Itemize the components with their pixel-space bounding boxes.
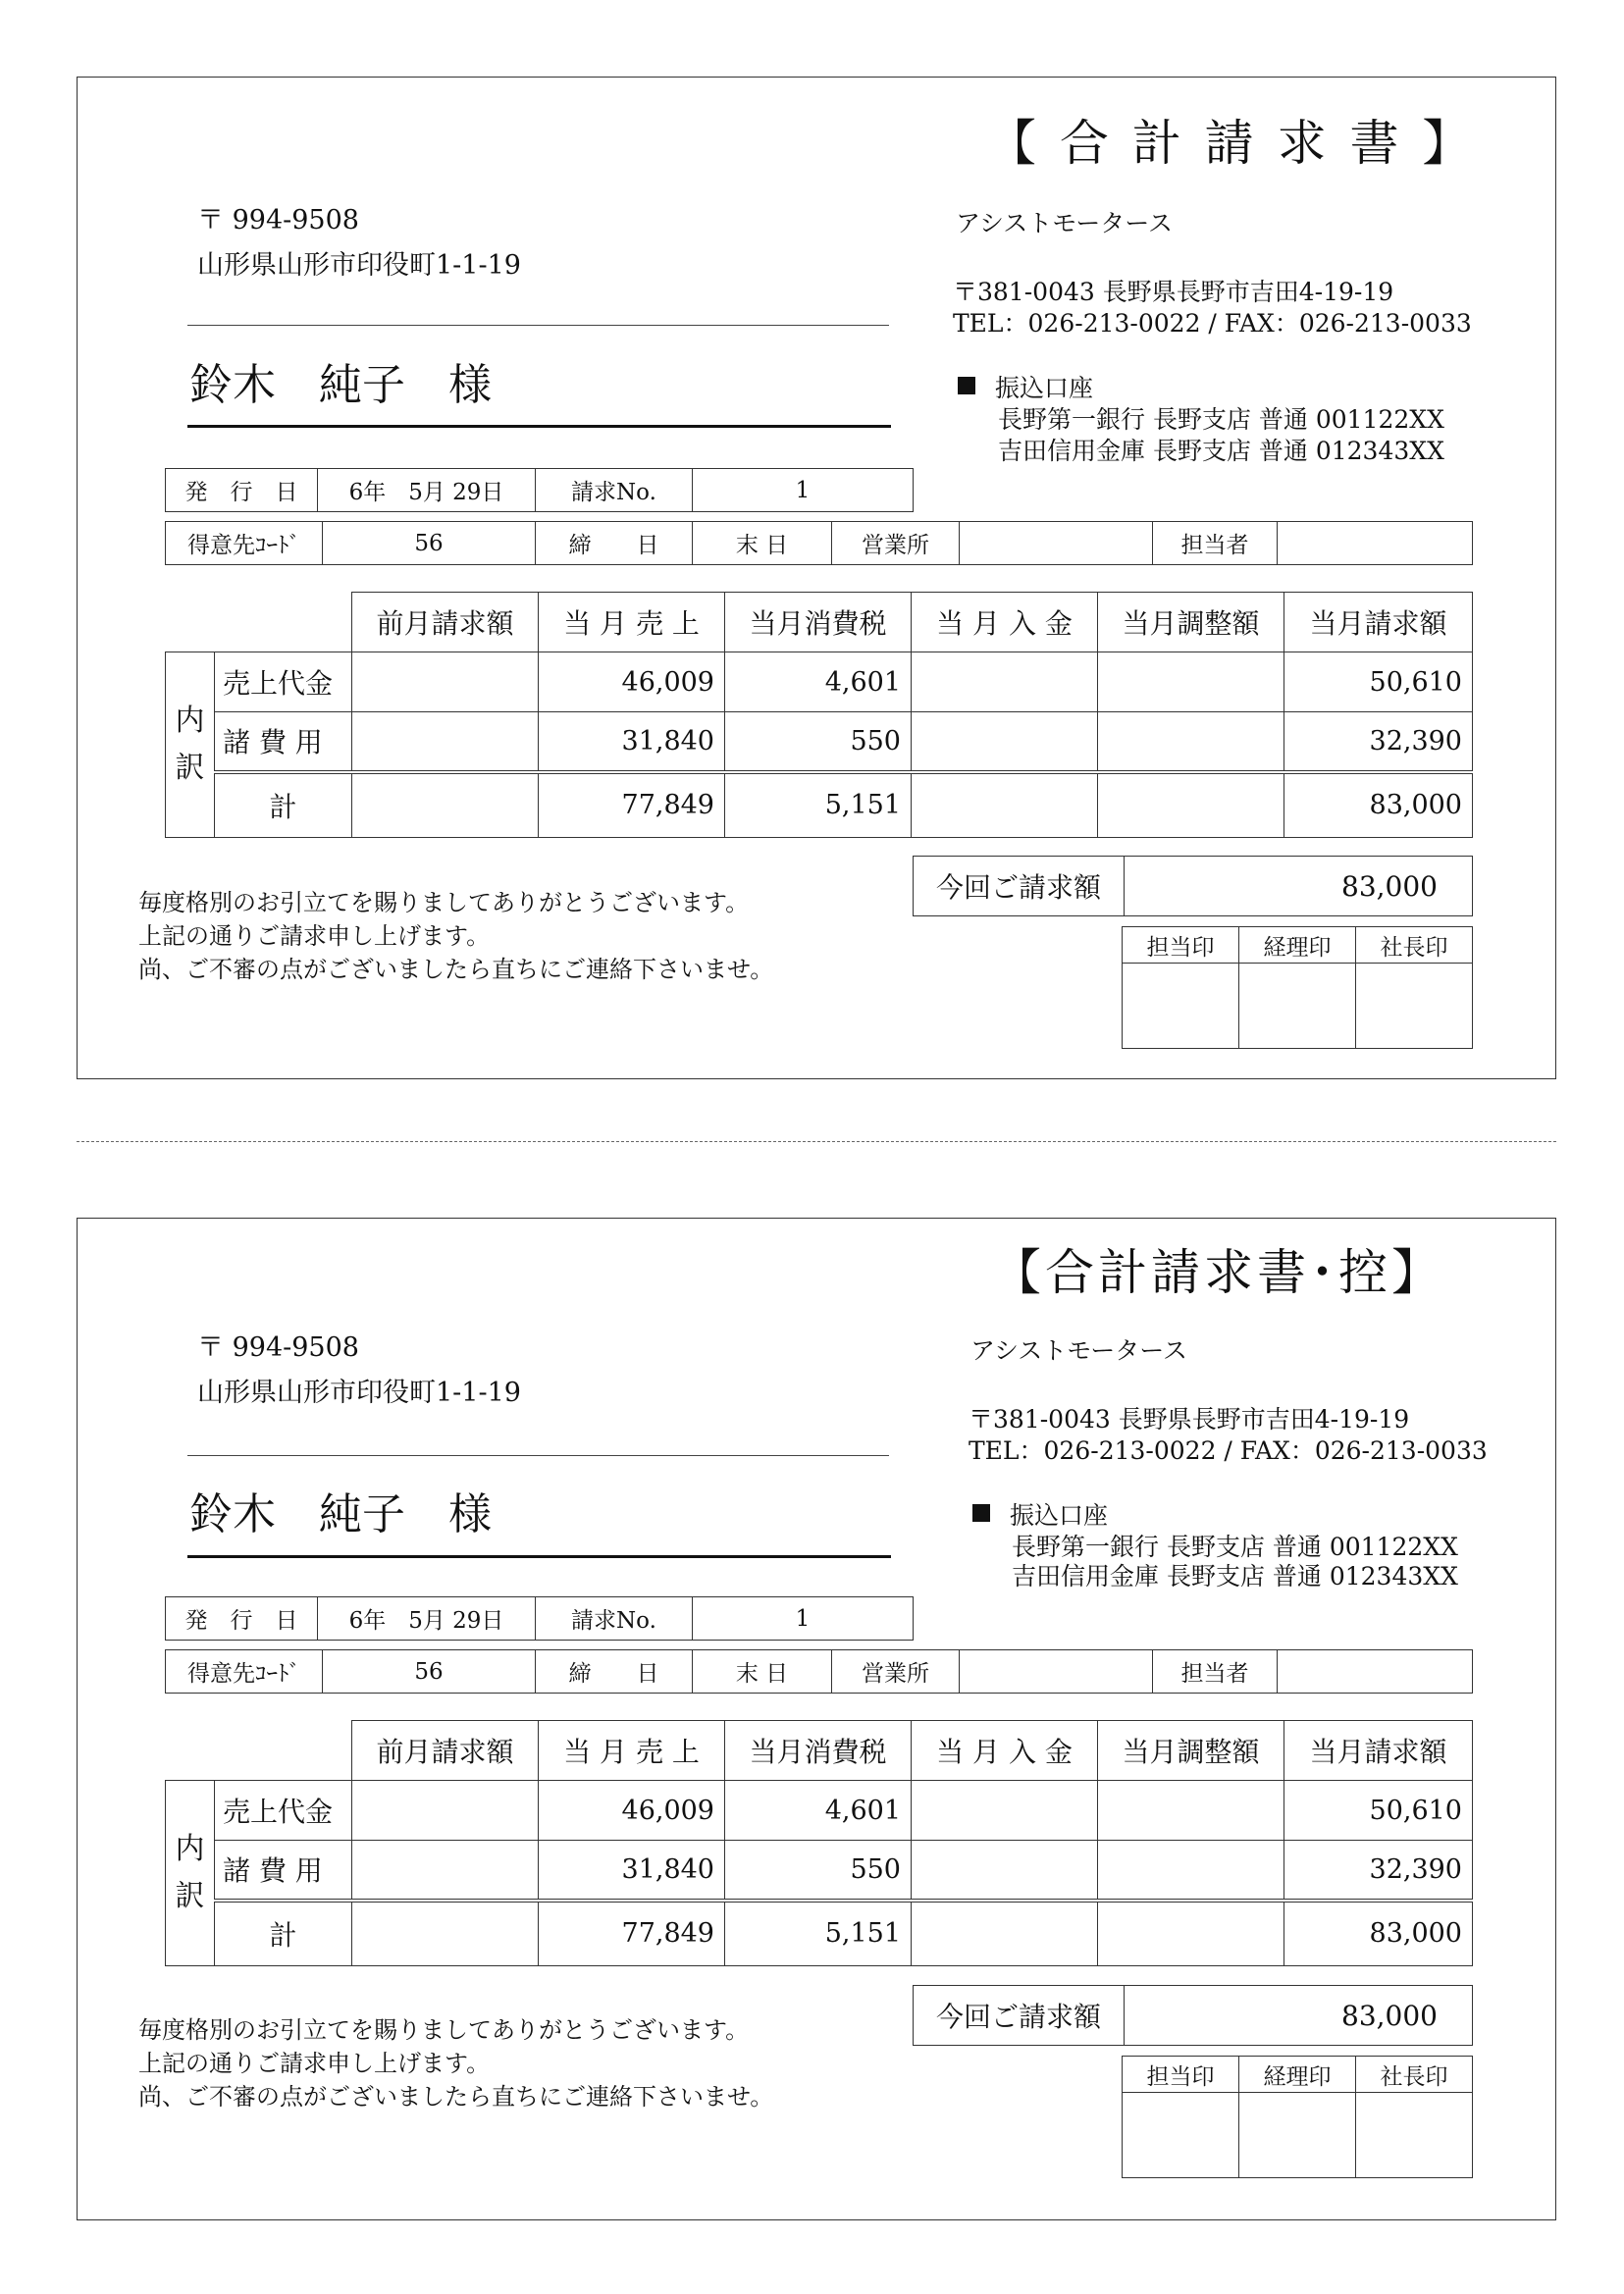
cell — [352, 1841, 539, 1901]
staff-value — [1278, 522, 1473, 565]
square-bullet-icon — [972, 1504, 990, 1522]
cell — [912, 772, 1098, 838]
name-underline — [187, 1555, 891, 1558]
cell — [912, 712, 1098, 772]
column-header: 当月消費税 — [725, 593, 912, 652]
column-header: 当 月 売 上 — [539, 593, 725, 652]
cell: 5,151 — [725, 1901, 912, 1966]
form-title: 【 合 計 請 求 書 】 — [987, 115, 1476, 172]
cell: 550 — [725, 712, 912, 772]
billing-table — [165, 592, 1473, 838]
sender-contact: TEL：026-213-0022 / FAX：026-213-0033 — [953, 309, 1472, 338]
message: 毎度格別のお引立てを賜りましてありがとうございます。 上記の通りご請求申し上げます。 尚、ご不審の点がございましたら直ちにご連絡下さいませ。 — [138, 889, 774, 983]
cell — [1098, 1901, 1284, 1966]
row-label: 諸 費 用 — [215, 712, 352, 772]
total-row — [166, 772, 1473, 838]
address-divider — [187, 1455, 889, 1456]
office-label: 営業所 — [832, 522, 960, 565]
column-header: 当月請求額 — [1284, 593, 1473, 652]
breakdown-label: 内 訳 — [166, 1781, 215, 1966]
recipient-name: 鈴木 純子 様 — [189, 360, 492, 410]
issue-date-label: 発 行 日 — [166, 1597, 318, 1641]
sender-company: アシストモータース — [956, 209, 1174, 237]
cell: 46,009 — [539, 1781, 725, 1841]
cell — [1098, 772, 1284, 838]
issue-date: 6年 5月 29日 — [318, 469, 536, 512]
column-header: 前月請求額 — [352, 593, 539, 652]
recipient-postal: 〒 994-9508 — [197, 1332, 359, 1363]
cell — [1098, 652, 1284, 712]
column-header: 当月調整額 — [1098, 1721, 1284, 1781]
column-header: 当月消費税 — [725, 1721, 912, 1781]
invoice-no-label: 請求No. — [536, 469, 693, 512]
seal-label: 担当印 — [1123, 2057, 1239, 2093]
bank-account: 長野第一銀行 長野支店 普通 001122XX — [998, 405, 1444, 434]
column-header: 当 月 入 金 — [912, 1721, 1098, 1781]
cell: 32,390 — [1284, 712, 1473, 772]
issue-info-table — [165, 468, 914, 512]
cell: 4,601 — [725, 652, 912, 712]
office-label: 営業所 — [832, 1650, 960, 1694]
column-header: 当月調整額 — [1098, 593, 1284, 652]
customer-code-label: 得意先ｺｰﾄﾞ — [166, 522, 323, 565]
message: 毎度格別のお引立てを賜りましてありがとうございます。 上記の通りご請求申し上げます。 尚、ご不審の点がございましたら直ちにご連絡下さいませ。 — [138, 2016, 774, 2111]
seal-box — [1356, 964, 1473, 1049]
total-row — [166, 1901, 1473, 1966]
customer-code-label: 得意先ｺｰﾄﾞ — [166, 1650, 323, 1694]
cell — [912, 652, 1098, 712]
cell: 4,601 — [725, 1781, 912, 1841]
current-billing-amount: 83,000 — [1125, 1986, 1473, 2046]
cell — [912, 1841, 1098, 1901]
staff-label: 担当者 — [1153, 522, 1278, 565]
column-header: 当 月 売 上 — [539, 1721, 725, 1781]
bank-account: 長野第一銀行 長野支店 普通 001122XX — [1012, 1533, 1458, 1561]
closing-value: 末 日 — [693, 1650, 832, 1694]
seal-label: 経理印 — [1239, 2057, 1356, 2093]
seal-label: 社長印 — [1356, 2057, 1473, 2093]
cell: 32,390 — [1284, 1841, 1473, 1901]
bank-heading: 振込口座 — [958, 374, 1093, 403]
issue-info-table — [165, 1596, 914, 1641]
row-label: 売上代金 — [215, 1781, 352, 1841]
seal-label: 担当印 — [1123, 927, 1239, 964]
table-row — [166, 1841, 1473, 1901]
invoice-no: 1 — [693, 1597, 914, 1641]
cell: 5,151 — [725, 772, 912, 838]
cell — [1098, 712, 1284, 772]
cell — [352, 1781, 539, 1841]
table-row — [166, 712, 1473, 772]
cell — [1098, 1841, 1284, 1901]
table-row — [166, 652, 1473, 712]
form-title: 【合計請求書･控】 — [992, 1244, 1444, 1301]
sender-address: 〒381-0043 長野県長野市吉田4-19-19 — [953, 278, 1394, 306]
office-value — [960, 522, 1153, 565]
cell: 31,840 — [539, 1841, 725, 1901]
cell: 83,000 — [1284, 1901, 1473, 1966]
column-header: 当月請求額 — [1284, 1721, 1473, 1781]
cell: 77,849 — [539, 1901, 725, 1966]
seal-label: 経理印 — [1239, 927, 1356, 964]
issue-date: 6年 5月 29日 — [318, 1597, 536, 1641]
current-billing-label: 今回ご請求額 — [914, 1986, 1125, 2046]
staff-label: 担当者 — [1153, 1650, 1278, 1694]
issue-date-label: 発 行 日 — [166, 469, 318, 512]
row-label: 売上代金 — [215, 652, 352, 712]
billing-table — [165, 1720, 1473, 1966]
address-divider — [187, 325, 889, 326]
recipient-postal: 〒 994-9508 — [197, 205, 359, 235]
seal-box — [1123, 964, 1239, 1049]
bank-account: 吉田信用金庫 長野支店 普通 012343XX — [1012, 1562, 1458, 1590]
bank-accounts-clip — [1012, 1533, 1520, 1601]
total-label: 計 — [215, 1901, 352, 1966]
cut-line — [77, 1141, 1556, 1142]
cell — [352, 712, 539, 772]
sender-contact: TEL：026-213-0022 / FAX：026-213-0033 — [969, 1436, 1488, 1465]
cell: 550 — [725, 1841, 912, 1901]
name-underline — [187, 425, 891, 428]
column-header: 前月請求額 — [352, 1721, 539, 1781]
closing-label: 締 日 — [536, 522, 693, 565]
sender-company: アシストモータース — [970, 1336, 1188, 1365]
cell — [912, 1781, 1098, 1841]
cell — [912, 1901, 1098, 1966]
recipient-address: 山形県山形市印役町1-1-19 — [197, 1378, 521, 1408]
office-value — [960, 1650, 1153, 1694]
customer-info-table — [165, 521, 1473, 565]
breakdown-label: 内 訳 — [166, 652, 215, 838]
invoice-copy-form — [77, 1218, 1556, 2220]
cell: 50,610 — [1284, 1781, 1473, 1841]
seal-label: 社長印 — [1356, 927, 1473, 964]
closing-value: 末 日 — [693, 522, 832, 565]
current-billing-amount: 83,000 — [1125, 857, 1473, 916]
table-row — [166, 1781, 1473, 1841]
bank-account: 吉田信用金庫 長野支店 普通 012343XX — [998, 437, 1444, 465]
cell — [352, 652, 539, 712]
cell: 31,840 — [539, 712, 725, 772]
cell — [352, 772, 539, 838]
staff-value — [1278, 1650, 1473, 1694]
seal-box — [1356, 2093, 1473, 2178]
invoice-no-label: 請求No. — [536, 1597, 693, 1641]
square-bullet-icon — [958, 377, 975, 394]
cell: 50,610 — [1284, 652, 1473, 712]
invoice-form — [77, 77, 1556, 1079]
current-billing-label: 今回ご請求額 — [914, 857, 1125, 916]
cell: 83,000 — [1284, 772, 1473, 838]
customer-code: 56 — [323, 522, 536, 565]
closing-label: 締 日 — [536, 1650, 693, 1694]
bank-heading: 振込口座 — [972, 1501, 1108, 1531]
seal-table — [1122, 926, 1473, 1049]
seal-table — [1122, 2056, 1473, 2178]
seal-box — [1123, 2093, 1239, 2178]
customer-info-table — [165, 1649, 1473, 1694]
cell: 46,009 — [539, 652, 725, 712]
current-billing — [913, 1985, 1473, 2046]
recipient-address: 山形県山形市印役町1-1-19 — [197, 250, 521, 281]
cell — [352, 1901, 539, 1966]
invoice-no: 1 — [693, 469, 914, 512]
recipient-name: 鈴木 純子 様 — [189, 1489, 492, 1539]
cell — [1098, 1781, 1284, 1841]
column-header: 当 月 入 金 — [912, 593, 1098, 652]
seal-box — [1239, 964, 1356, 1049]
cell: 77,849 — [539, 772, 725, 838]
row-label: 諸 費 用 — [215, 1841, 352, 1901]
current-billing — [913, 856, 1473, 916]
sender-address: 〒381-0043 長野県長野市吉田4-19-19 — [969, 1405, 1410, 1434]
customer-code: 56 — [323, 1650, 536, 1694]
seal-box — [1239, 2093, 1356, 2178]
total-label: 計 — [215, 772, 352, 838]
